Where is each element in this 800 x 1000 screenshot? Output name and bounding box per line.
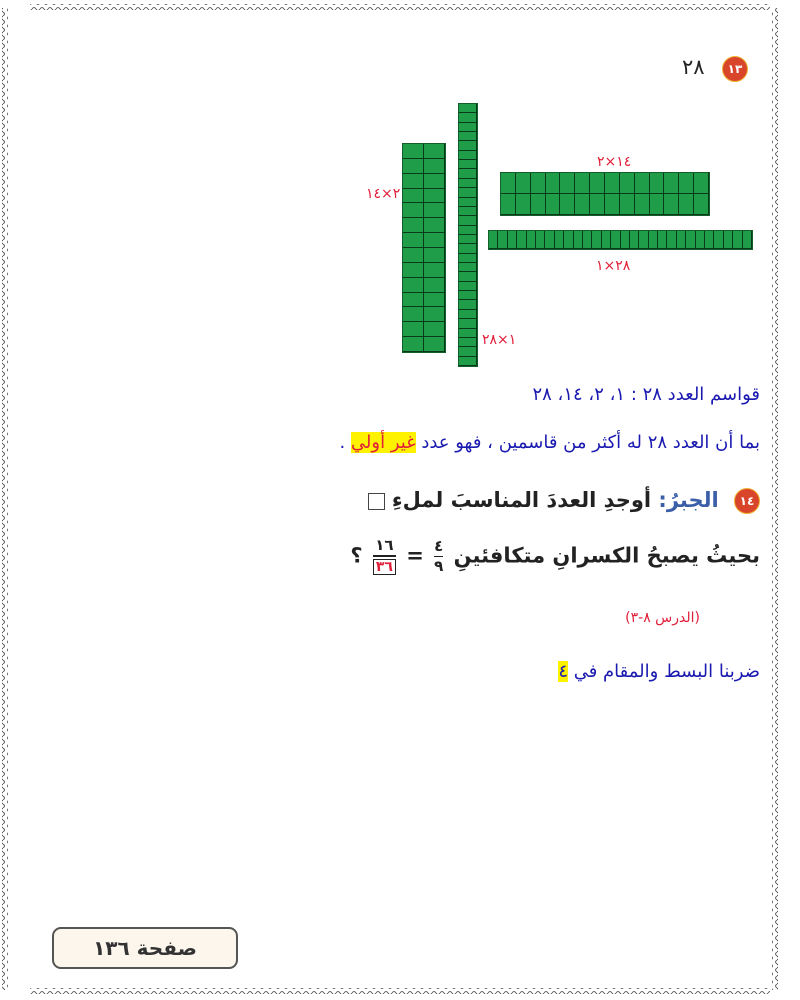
grid-cell <box>714 231 723 249</box>
answer-14-text: ضربنا البسط والمقام في <box>567 661 760 682</box>
grid-cell <box>575 194 590 215</box>
grid-cell <box>403 218 424 233</box>
grid-cell <box>424 174 445 189</box>
grid-cell <box>459 310 477 319</box>
grid-cell <box>620 194 635 215</box>
grid-cell <box>459 319 477 328</box>
grid-cell <box>459 132 477 141</box>
question-13-badge-text: ١٣ <box>727 62 743 76</box>
grid-cell <box>560 173 575 194</box>
grid-cell <box>508 231 517 249</box>
grid-cell <box>498 231 507 249</box>
grid-cell <box>459 329 477 338</box>
grid-cell <box>424 218 445 233</box>
grid-cell <box>403 159 424 174</box>
page-number-box <box>52 927 238 969</box>
grid-cell <box>459 188 477 197</box>
question-14-line1 <box>366 488 760 514</box>
grid-cell <box>686 231 695 249</box>
question-14-text1: أوجدِ العددَ المناسبَ لملءِ <box>391 488 652 512</box>
grid-cell <box>546 194 561 215</box>
reason-highlight: غير أولي <box>350 432 416 453</box>
grid-cell <box>459 123 477 132</box>
grid-cell <box>459 338 477 347</box>
fraction-2-denominator: ٣٦ <box>373 559 396 575</box>
grid-cell <box>650 194 665 215</box>
grid-cell <box>531 194 546 215</box>
grid-cell <box>630 231 639 249</box>
factors-line: قواسم العدد ٢٨ : ١، ٢، ١٤، ٢٨ <box>532 384 760 405</box>
grid-cell <box>459 282 477 291</box>
label-1x28: ١×٢٨ <box>482 332 517 348</box>
grid-cell <box>605 173 620 194</box>
fraction-2-numerator: ١٦ <box>375 536 394 554</box>
grid-cell <box>516 173 531 194</box>
grid-cell <box>574 231 583 249</box>
grid-cell <box>517 231 526 249</box>
grid-cell <box>424 248 445 263</box>
grid-cell <box>611 231 620 249</box>
grid-cell <box>403 144 424 159</box>
grid-cell <box>424 233 445 248</box>
grid-cell <box>459 141 477 150</box>
grid-cell <box>403 203 424 218</box>
question-13-badge <box>722 56 748 82</box>
page-number-label: صفحة ١٣٦ <box>93 936 197 960</box>
grid-cell <box>555 231 564 249</box>
grid-cell <box>621 231 630 249</box>
grid-cell <box>667 231 676 249</box>
label-2x14: ٢×١٤ <box>366 186 401 202</box>
grid-cell <box>403 233 424 248</box>
grid-cell <box>605 194 620 215</box>
grid-cell <box>403 293 424 308</box>
fraction-1 <box>434 536 444 575</box>
grid-cell <box>639 231 648 249</box>
grid-cell <box>459 226 477 235</box>
grid-cell <box>459 357 477 366</box>
grid-cell <box>679 194 694 215</box>
grid-cell <box>649 231 658 249</box>
question-mark: ؟ <box>350 543 363 568</box>
grid-cell <box>536 231 545 249</box>
question-14-topic: الجبرُ: <box>658 488 719 512</box>
question-14-badge <box>734 488 760 514</box>
grid-cell <box>677 231 686 249</box>
grid-cell <box>459 347 477 356</box>
grid-cell <box>679 173 694 194</box>
grid-2x14 <box>402 143 446 353</box>
label-14x2: ١٤×٢ <box>597 154 632 170</box>
lesson-reference: (الدرس ٨-٣) <box>625 610 700 626</box>
grid-cell <box>403 189 424 204</box>
grid-cell <box>694 173 709 194</box>
reason-prefix: بما أن العدد ٢٨ له أكثر من قاسمين ، فهو عدد <box>415 432 760 453</box>
grid-cell <box>635 173 650 194</box>
fraction-equation <box>350 538 446 575</box>
grid-cell <box>459 207 477 216</box>
question-14-line2 <box>350 538 760 575</box>
reason-suffix: . <box>339 432 351 453</box>
grid-cell <box>635 194 650 215</box>
grid-cell <box>531 173 546 194</box>
grid-cell <box>516 194 531 215</box>
grid-cell <box>459 104 477 113</box>
grid-cell <box>733 231 742 249</box>
grid-cell <box>620 173 635 194</box>
fraction-1-numerator: ٤ <box>434 536 444 555</box>
grid-cell <box>590 194 605 215</box>
grid-cell <box>459 300 477 309</box>
grid-cell <box>527 231 536 249</box>
grid-cell <box>592 231 601 249</box>
grid-cell <box>658 231 667 249</box>
equals-sign: = <box>406 543 424 568</box>
reason-line <box>339 432 760 453</box>
grid-cell <box>501 194 516 215</box>
grid-cell <box>489 231 498 249</box>
grid-cell <box>459 254 477 263</box>
grid-cell <box>459 151 477 160</box>
grid-cell <box>459 160 477 169</box>
grid-cell <box>424 293 445 308</box>
grid-cell <box>403 337 424 352</box>
grid-1x28 <box>458 103 478 367</box>
answer-14-highlight: ٤ <box>558 661 568 682</box>
question-14-text2: بحيثُ يصبحُ الكسرانِ متكافئينِ <box>453 543 760 568</box>
grid-cell <box>564 231 573 249</box>
grid-cell <box>424 322 445 337</box>
grid-cell <box>459 235 477 244</box>
grid-cell <box>459 216 477 225</box>
grid-cell <box>664 173 679 194</box>
grid-cell <box>424 203 445 218</box>
fraction-1-denominator: ٩ <box>434 557 444 575</box>
grid-cell <box>459 179 477 188</box>
grid-cell <box>459 113 477 122</box>
grid-cell <box>459 291 477 300</box>
grid-cell <box>403 322 424 337</box>
grid-cell <box>650 173 665 194</box>
grid-cell <box>575 173 590 194</box>
grid-14x2 <box>500 172 710 216</box>
grid-cell <box>403 174 424 189</box>
grid-cell <box>705 231 714 249</box>
grid-cell <box>459 198 477 207</box>
grid-cell <box>459 169 477 178</box>
grid-cell <box>424 307 445 322</box>
grid-cell <box>590 173 605 194</box>
grid-cell <box>459 263 477 272</box>
grid-cell <box>424 144 445 159</box>
grid-cell <box>459 272 477 281</box>
grid-cell <box>664 194 679 215</box>
question-13-number: ٢٨ <box>682 55 705 79</box>
grid-cell <box>403 248 424 263</box>
grid-cell <box>501 173 516 194</box>
grid-cell <box>583 231 592 249</box>
grid-cell <box>424 337 445 352</box>
grid-28x1 <box>488 230 753 250</box>
answer-14-line <box>558 661 760 682</box>
grid-cell <box>424 278 445 293</box>
grid-cell <box>459 244 477 253</box>
grid-cell <box>696 231 705 249</box>
grid-cell <box>424 159 445 174</box>
fraction-2 <box>373 538 396 575</box>
grid-cell <box>424 189 445 204</box>
grid-cell <box>424 263 445 278</box>
grid-cell <box>403 278 424 293</box>
grid-cell <box>743 231 752 249</box>
question-14-badge-text: ١٤ <box>739 494 755 508</box>
grid-cell <box>546 173 561 194</box>
grid-cell <box>560 194 575 215</box>
grid-cell <box>694 194 709 215</box>
grid-cell <box>602 231 611 249</box>
grid-cell <box>403 263 424 278</box>
grid-cell <box>403 307 424 322</box>
blank-box-icon <box>368 493 385 510</box>
grid-cell <box>545 231 554 249</box>
grid-cell <box>724 231 733 249</box>
label-28x1: ٢٨×١ <box>596 258 631 274</box>
